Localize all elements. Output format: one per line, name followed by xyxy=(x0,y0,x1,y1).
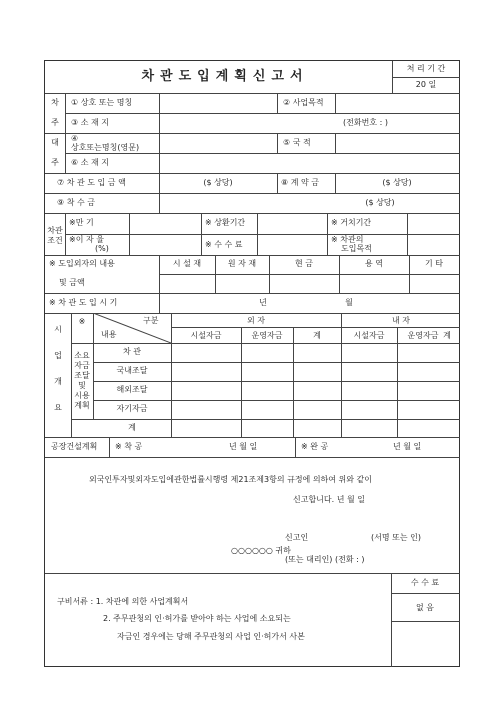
domestic-capital-header: 내 자 xyxy=(392,316,410,325)
required-documents-item2-line2: 자금인 경우에는 당해 주무관청의 사업 인·허가서 사본 xyxy=(117,632,305,641)
subcol-operating-fund-2: 운영자금 xyxy=(407,331,439,340)
header-division: 구분 xyxy=(143,316,159,325)
foreign-capital-header: 외 자 xyxy=(247,316,265,325)
subcol-facility-fund-1: 시설자금 xyxy=(190,331,222,340)
construction-completion-label: ※ 완 공 xyxy=(301,442,329,451)
down-payment-label: ⑨ 착 수 금 xyxy=(57,198,95,207)
col-cash: 현 금 xyxy=(295,259,313,268)
loan-amount-label: ⑦ 차 관 도 입 금 액 xyxy=(57,178,126,187)
lender-label-a: 대 xyxy=(51,138,59,147)
subcol-facility-fund-2: 시설자금 xyxy=(353,331,385,340)
sign-note: (서명 또는 인) xyxy=(371,533,421,542)
row-loan: 차 관 xyxy=(123,347,141,356)
lender-name-label: 상호또는명칭(영문) xyxy=(71,143,140,152)
maturity-label: ※만 기 xyxy=(69,218,94,227)
processing-period-label: 처 리 기 간 xyxy=(406,64,446,73)
business-purpose-label: ② 사업목적 xyxy=(283,98,324,107)
declaration-text-line1: 외국인투자및외자도입에관한법률시행령 제21조제3항의 규정에 의하여 위와 같이 xyxy=(89,475,373,484)
required-documents-item2-line1: 2. 주무관청의 인·허가를 받아야 하는 사업에 소요되는 xyxy=(103,614,291,623)
loan-amount-value: ($ 상당) xyxy=(203,178,233,187)
lender-address-label: ⑥ 소 재 지 xyxy=(71,158,109,167)
interest-rate-label: ※이 자 율 xyxy=(69,235,104,244)
loan-purpose-label-top: ※ 차관의 xyxy=(331,235,364,244)
declaration-text-line2: 신고합니다. 년 월 일 xyxy=(293,495,365,504)
needs-label-6: 계획 xyxy=(74,401,90,410)
subcol-total-1: 계 xyxy=(313,331,321,340)
fee-box-label: 수 수 료 xyxy=(410,578,440,587)
overview-star: ※ xyxy=(78,317,86,326)
loan-timing-year: 년 xyxy=(259,298,267,307)
overview-label-4: 요 xyxy=(54,403,62,412)
col-other: 기 타 xyxy=(425,259,443,268)
terms-label-bottom: 조건 xyxy=(47,236,63,245)
subcol-operating-fund-1: 운영자금 xyxy=(251,331,283,340)
declarant-label: 신고인 xyxy=(285,533,309,542)
header-content: 내용 xyxy=(101,330,117,339)
interest-unit: (%) xyxy=(95,244,109,253)
row-domestic-funding: 국내조달 xyxy=(116,366,148,375)
row-total: 계 xyxy=(128,423,136,432)
needs-label-4: 및 xyxy=(78,381,86,390)
needs-label-1: 소요 xyxy=(74,351,90,360)
contract-amount-value: ($ 상당) xyxy=(382,178,412,187)
needs-label-2: 자금 xyxy=(74,361,90,370)
fee-box-value: 없 음 xyxy=(416,603,434,612)
contract-amount-label: ⑧ 계 약 금 xyxy=(281,178,319,187)
foreign-capital-label: ※ 도입외자의 내용 xyxy=(49,259,115,268)
processing-period-value: 20 일 xyxy=(415,80,437,89)
foreign-capital-amount-label: 및 금액 xyxy=(59,278,85,287)
fee-label: ※ 수 수 료 xyxy=(205,240,243,249)
nationality-label: ⑤ 국 적 xyxy=(283,138,311,147)
form-title: 차관도입계획신고서 xyxy=(141,69,309,84)
applicant-label-a: 차 xyxy=(51,98,59,107)
col-raw-materials: 원 자 재 xyxy=(227,259,257,268)
needs-label-5: 시용 xyxy=(74,391,90,400)
loan-timing-label: ※ 차 관 도 입 시 기 xyxy=(49,298,118,307)
row-overseas-funding: 해외조달 xyxy=(116,385,148,394)
required-documents-label: 구비서류 : 1. 차관에 의한 사업계획서 xyxy=(57,597,189,606)
subcol-total-2: 계 xyxy=(443,331,451,340)
address-label: ③ 소 재 지 xyxy=(71,118,109,127)
terms-label-top: 차관 xyxy=(47,226,63,235)
construction-completion-date: 년 월 일 xyxy=(393,442,422,451)
overview-label-2: 업 xyxy=(54,351,62,360)
down-payment-value: ($ 상당) xyxy=(365,198,395,207)
loan-timing-month: 월 xyxy=(345,298,353,307)
loan-purpose-label-bottom: 도입목적 xyxy=(341,244,372,253)
overview-label-3: 개 xyxy=(54,377,62,386)
overview-label-1: 시 xyxy=(54,325,62,334)
lender-label-b: 주 xyxy=(51,158,59,167)
applicant-label-b: 주 xyxy=(51,118,59,127)
col-services: 용 역 xyxy=(365,259,383,268)
needs-label-3: 조달 xyxy=(74,371,90,380)
row-own-funds: 자기자금 xyxy=(116,404,148,413)
grace-period-label: ※ 거치기간 xyxy=(331,218,372,227)
repayment-period-label: ※ 상환기간 xyxy=(205,218,246,227)
agent-phone: (또는 대리인) (전화 : ) xyxy=(285,555,365,564)
col-facilities: 시 설 재 xyxy=(172,259,202,268)
construction-plan-label: 공장건설계획 xyxy=(51,442,98,451)
construction-start-date: 년 월 일 xyxy=(229,442,258,451)
company-name-label: ① 상호 또는 명칭 xyxy=(71,98,133,107)
phone-label: (전화번호 : ) xyxy=(343,118,388,127)
lender-name-number: ④ xyxy=(71,134,79,143)
construction-start-label: ※ 착 공 xyxy=(115,442,143,451)
addressee: ○○○○○○ 귀하 xyxy=(231,546,291,555)
declaration-form xyxy=(44,60,460,667)
